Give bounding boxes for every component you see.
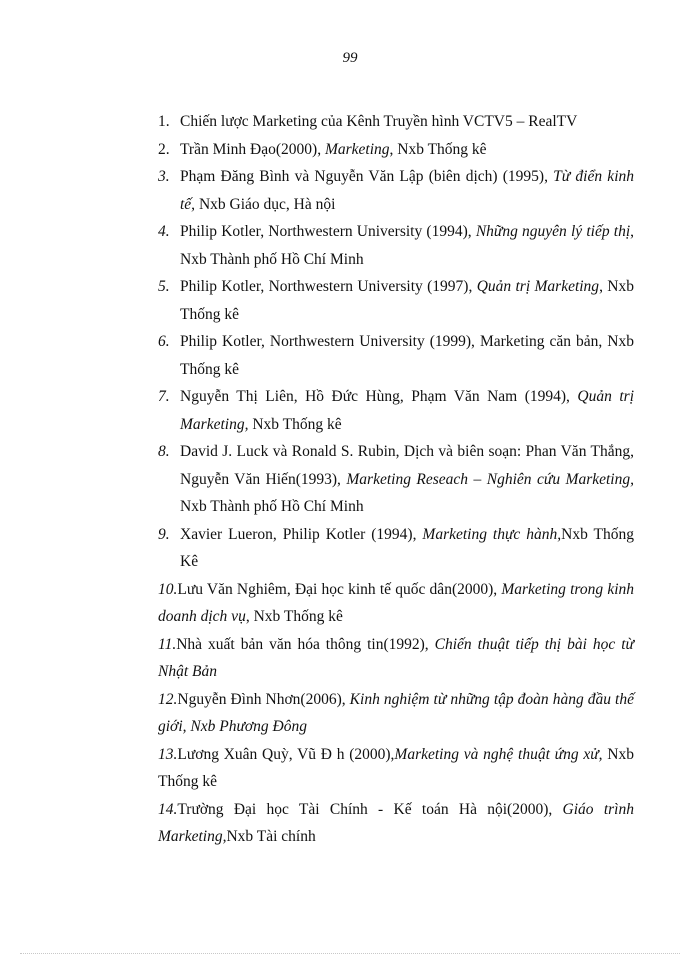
reference-number: 2. (158, 140, 170, 158)
page-number: 99 (342, 50, 358, 66)
reference-text (158, 801, 634, 846)
reference-item (158, 521, 634, 576)
reference-title-italic: Những nguyên lý tiếp thị (475, 223, 631, 240)
reference-item (158, 218, 634, 273)
reference-text-segment: Trần Minh Đạo(2000), (180, 140, 325, 158)
reference-text-segment: Philip Kotler, Northwestern University (1999), Marketing căn bản, Nxb Thống kê (180, 333, 634, 378)
reference-text (180, 388, 634, 433)
reference-number: 4. (158, 223, 170, 240)
reference-text-segment: , Nxb Thống kê (180, 278, 634, 323)
reference-item (158, 741, 634, 796)
reference-title-italic: Marketing (324, 140, 390, 158)
reference-text (180, 168, 634, 213)
reference-item (158, 383, 634, 438)
reference-item (158, 328, 634, 383)
reference-text (180, 223, 634, 268)
reference-item (158, 631, 634, 686)
reference-text-segment: Philip Kotler, Northwestern University (1997), (180, 278, 477, 295)
reference-text-segment: Trường Đại học Tài Chính - Kế toán Hà nội(2000), (177, 800, 563, 818)
reference-text (158, 746, 634, 791)
reference-item (158, 438, 634, 521)
reference-title-italic: Giáo trình Marketing, (158, 800, 634, 845)
reference-text-segment: Lưu Văn Nghiêm, Đại học kinh tế quốc dân(2000), (177, 580, 502, 598)
reference-item (158, 686, 634, 741)
reference-number: 12. (158, 690, 178, 708)
reference-text-segment: Nguyễn Thị Liên, Hồ Đức Hùng, Phạm Văn Nam (1994), (180, 388, 578, 405)
reference-text-segment: , Nxb Thành phố Hồ Chí Minh (180, 223, 635, 268)
reference-title-italic: Từ điển kinh tế, (180, 168, 634, 213)
reference-title-italic: Marketing trong kinh doanh dịch vụ (158, 580, 635, 625)
reference-number: 10. (158, 580, 178, 598)
reference-number: 11. (158, 635, 177, 653)
reference-text-segment: Nxb Thống kê (248, 415, 342, 433)
reference-title-italic: Chiến thuật tiếp thị bài học từ Nhật Bản (158, 635, 634, 680)
reference-text (158, 636, 634, 681)
reference-text (180, 526, 634, 571)
reference-text (158, 691, 634, 736)
reference-text (180, 141, 487, 158)
reference-number: 7. (158, 388, 170, 405)
reference-title-italic: Marketing thực hành, (422, 525, 562, 543)
reference-text-segment: Xavier Lueron, Philip Kotler (1994), (180, 525, 423, 543)
reference-text-segment: Nxb Giáo dục, Hà nội (195, 195, 336, 213)
reference-text-segment: Nxb Thành phố Hồ Chí Minh (180, 498, 364, 515)
reference-text (158, 581, 634, 626)
reference-number: 6. (158, 333, 170, 350)
reference-item (158, 163, 634, 218)
reference-text-segment: Philip Kotler, Northwestern University (1994), (180, 223, 476, 240)
reference-text-segment: Nguyễn Đình Nhơn(2006), (177, 690, 350, 708)
reference-text (180, 113, 577, 130)
reference-title-italic: Kinh nghiệm từ những tập đoàn hàng đầu thế giới, Nxb Phương Đông (158, 690, 634, 735)
reference-text-segment: Nxb Tài chính (226, 828, 316, 845)
reference-number: 1. (158, 113, 170, 130)
reference-text-segment: , Nxb Thống kê (389, 140, 487, 158)
reference-item (158, 576, 634, 631)
reference-item (158, 136, 634, 164)
reference-number: 8. (158, 443, 170, 460)
reference-number: 13. (158, 745, 178, 763)
reference-number: 5. (158, 278, 170, 295)
reference-text (180, 333, 634, 378)
reference-text (180, 443, 634, 515)
reference-title-italic: Quản trị Marketing (476, 278, 600, 295)
reference-text-segment: David J. Luck và Ronald S. Rubin, Dịch và biên soạn: Phan Văn Thắng, Nguyễn Văn Hiến(1993), (180, 443, 634, 488)
reference-number: 9. (158, 525, 170, 543)
reference-text (180, 278, 634, 323)
reference-text-segment: , Nxb Thống kê (245, 608, 343, 625)
reference-title-italic: Marketing Reseach – Nghiên cứu Marketing, (346, 470, 634, 488)
reference-list (158, 108, 634, 851)
reference-item (158, 796, 634, 851)
reference-text-segment: Phạm Đăng Bình và Nguyễn Văn Lập (biên dịch) (1995), (180, 168, 554, 185)
reference-text-segment: Nxb Thống kê (158, 745, 634, 790)
reference-number: 14. (158, 800, 178, 818)
reference-number: 3. (158, 168, 170, 185)
reference-text-segment: Lương Xuân Quỳ, Vũ Đ h (2000), (177, 745, 395, 763)
reference-item (158, 108, 634, 136)
reference-text-segment: Nhà xuất bản văn hóa thông tin(1992), (176, 635, 435, 653)
reference-text-segment: Nxb Thống Kê (180, 525, 634, 570)
reference-title-italic: Marketing và nghệ thuật ứng xử, (394, 745, 603, 763)
page-bottom-divider (20, 953, 680, 954)
reference-item (158, 273, 634, 328)
reference-text-segment: Chiến lược Marketing của Kênh Truyền hình VCTV5 – RealTV (180, 113, 578, 130)
reference-title-italic: Quản trị Marketing, (180, 388, 635, 433)
